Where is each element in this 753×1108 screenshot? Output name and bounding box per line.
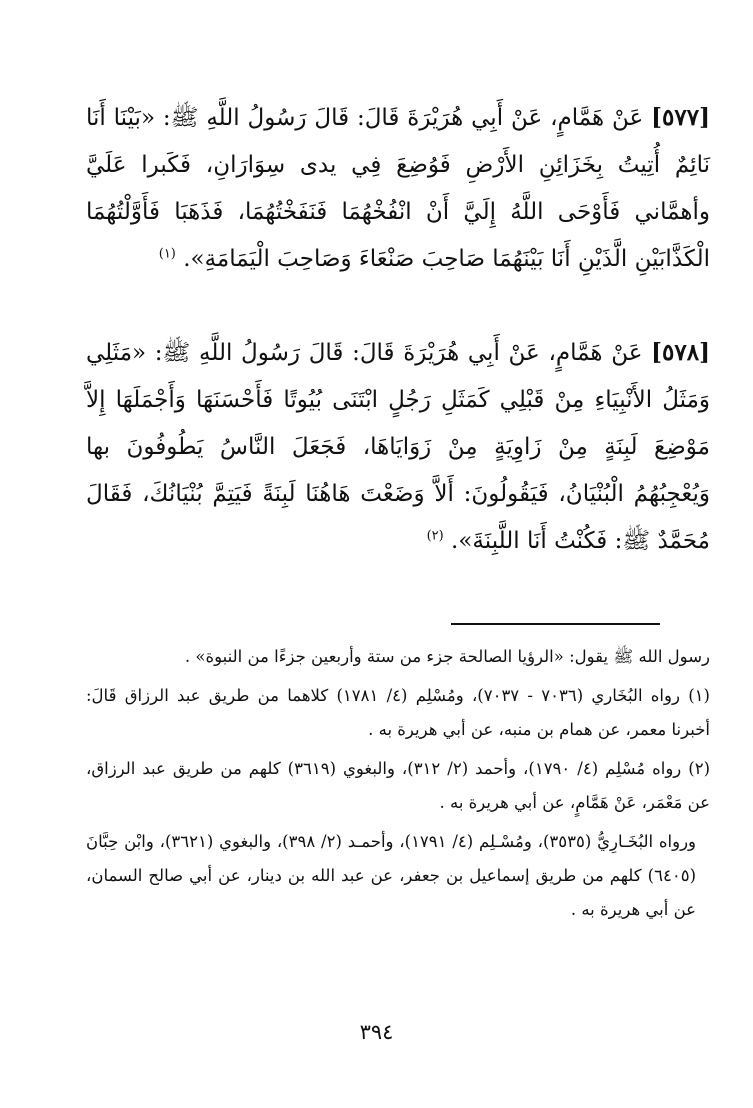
footnote-separator xyxy=(451,623,660,625)
hadith-578 xyxy=(86,329,710,565)
hadith-number: [٥٧٧] xyxy=(651,104,710,131)
footnote-marker: (٢) xyxy=(426,528,444,544)
page-number: ٣٩٤ xyxy=(359,1020,394,1044)
footnote-2-continued: ورواه البُخَـارِيُّ (٣٥٣٥)، ومُسْـلِم (٤/ ١٧٩١)، وأحمـد (٢/ ٣٩٨)، والبغوي (٣٦٢١)، وابْن حِبَّانَ (٦٤٠٥) كلهم من طريق إسماعيل بن جعفر، عن عبد الله بن دينار، عن أبي صالح السمان، عن أبي هريرة به . xyxy=(86,832,697,919)
hadith-number: [٥٧٨] xyxy=(651,339,710,366)
hadith-577 xyxy=(86,94,710,283)
footnote-marker: (١) xyxy=(158,246,176,262)
hadith-text: عَنْ هَمَّامٍ، عَنْ أَبِي هُرَيْرَةَ قَالَ: قَالَ رَسُولُ اللَّهِ ﷺ: «بَيْنَا أَنَا نَائِمٌ أُتِيتُ بِخَزَائِنِ الأَرْضِ فَوُضِعَ فِي يدى سِوَارَانِ، فَكَبرا عَلَيَّ وأهمَّاني فَأَوْحَى اللَّهُ إِلَيَّ أَنْ انْفُخْهُمَا فَنَفَخْتُهُمَا، فَذَهَبَا فَأَوَّلْتُهُمَا الْكَذَّابَيْنِ الَّذَيْنِ أَنَا بَيْنَهُمَا صَاحِبَ صَنْعَاءَ وَصَاحِبَ الْيَمَامَةِ». xyxy=(86,105,710,272)
footnote-2: (٢) رواه مُسْلِم (٤/ ١٧٩٠)، وأحمد (٢/ ٣١٢)، والبغوي (٣٦١٩) كلهم من طريق عبد الرزاق، عن مَعْمَر، عَنْ هَمَّامٍ، عن أبي هريرة به . xyxy=(86,759,710,812)
footnote-1: (١) رواه البُخَاري (٧٠٣٦ - ٧٠٣٧)، ومُسْلِم (٤/ ١٧٨١) كلاهما من طريق عبد الرزاق قَالَ: أخبرنا معمر، عن همام بن منبه، عن أبي هريرة به . xyxy=(86,686,710,739)
footnotes xyxy=(86,640,710,932)
footnote-continuation: رسول الله ﷺ يقول: «الرؤيا الصالحة جزء من ستة وأربعين جزءًا من النبوة» . xyxy=(184,647,710,666)
hadith-text: عَنْ هَمَّامٍ، عَنْ أَبِي هُرَيْرَةَ قَالَ: قَالَ رَسُولُ اللَّهِ ﷺ: «مَثَلِي وَمَثَلُ الأَنْبِيَاءِ مِنْ قَبْلِي كَمَثَلِ رَجُلٍ ابْتَنَى بُيُوتًا فَأَحْسَنَهَا وَأَجْمَلَهَا إِلاَّ مَوْضِعَ لَبِنَةٍ مِنْ زَاوِيَةٍ مِنْ زَوَايَاهَا، فَجَعَلَ النَّاسُ يَطُوفُونَ بها وَيُعْجِبُهُمُ الْبُنْيَانُ، فَيَقُولُونَ: أَلاَّ وَضَعْتَ هَاهُنَا لَبِنَةً فَيَتِمَّ بُنْيَانُكَ، فَقَالَ مُحَمَّدٌ ﷺ: فَكُنْتُ أَنَا اللَّبِنَةَ». xyxy=(86,340,710,554)
